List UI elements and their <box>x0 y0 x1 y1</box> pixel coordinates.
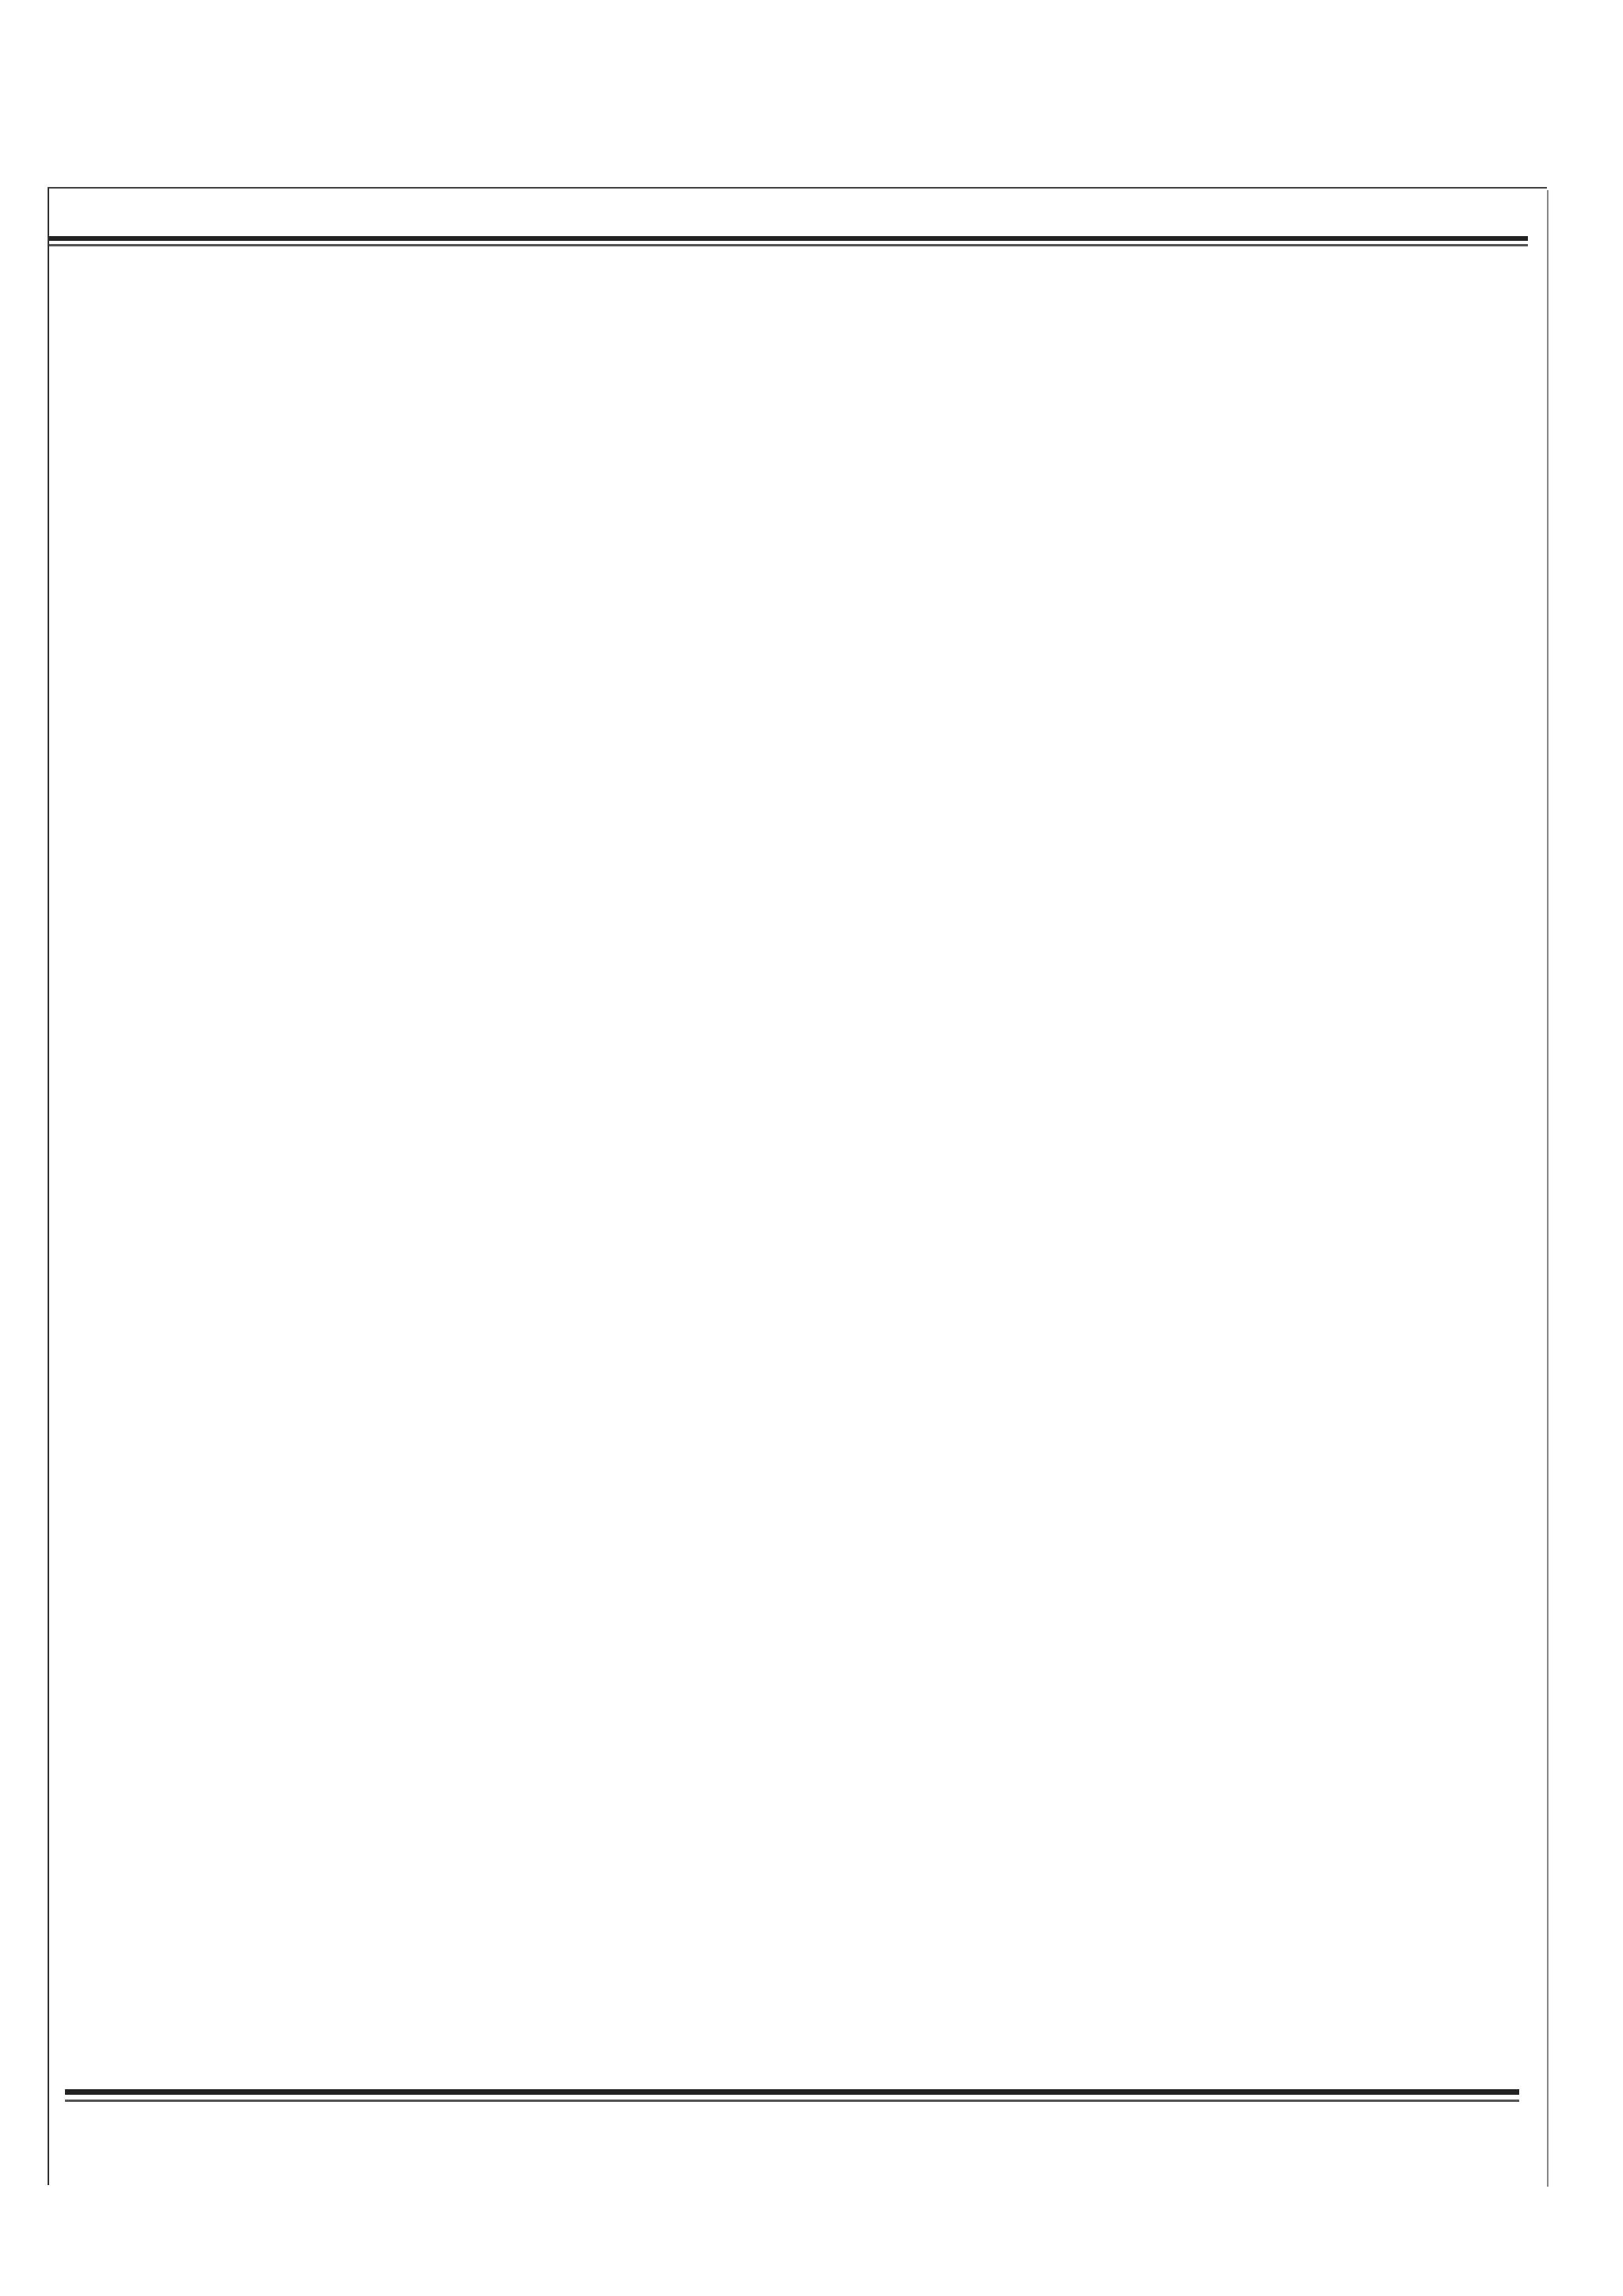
page-frame <box>48 187 1547 2185</box>
page-right-edge <box>1547 190 1549 2187</box>
footer-rule <box>65 2089 1519 2095</box>
header-rule-thin <box>49 244 1528 246</box>
code-line <box>67 2031 81 2064</box>
header-rule <box>49 236 1528 241</box>
footer-rule-thin <box>65 2100 1519 2102</box>
